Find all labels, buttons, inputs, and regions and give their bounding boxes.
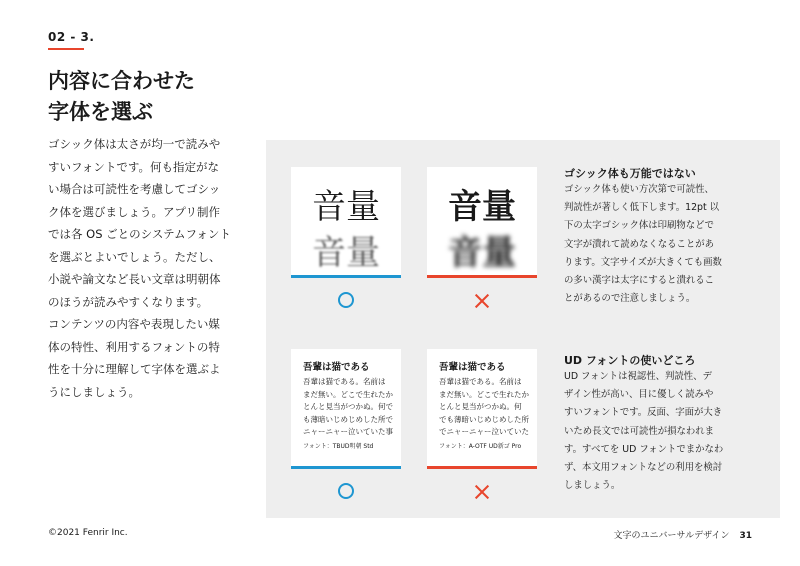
sample-line: とんと見当がつかぬ。何	[439, 402, 522, 411]
gothic-note-text	[564, 181, 774, 308]
note-line: ゴシック体も使い方次第で可読性、	[564, 184, 714, 195]
page-title-line: 字体を選ぶ	[48, 100, 153, 124]
glyph-sharp: 音量	[448, 187, 516, 227]
sample-line: まだ無い。どこで生れたか	[303, 389, 393, 399]
intro-paragraph	[48, 133, 248, 403]
sample-line: ニャーニャー泣いていた事	[303, 427, 393, 436]
glyph-sharp: 音量	[312, 187, 380, 227]
page-number: 31	[739, 531, 752, 541]
footer-meta	[614, 528, 752, 541]
good-circle-icon	[338, 483, 354, 499]
sample-font-label: フォント：TBUD明朝 Std	[303, 443, 374, 450]
card-underline-blue	[291, 275, 401, 278]
note-line: しましょう。	[564, 480, 621, 492]
footer-copyright: ©2021 Fenrir Inc.	[48, 528, 128, 538]
intro-line: い場合は可読性を考慮してゴシッ	[48, 182, 221, 196]
intro-line: コンテンツの内容や表現したい媒	[48, 317, 220, 331]
text-card-ud-gothic	[427, 349, 537, 469]
sample-font-label: フォント：A-OTF UD新ゴ Pro	[439, 443, 522, 450]
note-line: の多い漢字は太字にすると潰れるこ	[564, 275, 715, 287]
intro-line: 性を十分に理解して字体を選ぶよ	[48, 362, 221, 376]
intro-line: うにしましょう。	[48, 384, 140, 399]
note-line: ず、本文用フォントなどの利用を検討	[564, 462, 723, 474]
glyph-card-mincho	[291, 167, 401, 278]
note-line: 判読性が著しく低下します。12pt 以	[564, 202, 720, 214]
note-line: ります。文字サイズが大きくても画数	[564, 256, 722, 268]
note-line: いため長文では可読性が損なわれま	[564, 425, 715, 437]
card-underline-blue	[291, 466, 401, 469]
card-underline-red	[427, 466, 537, 469]
bad-cross-icon	[474, 484, 490, 500]
card-underline-red	[427, 275, 537, 278]
sample-line: 吾輩は猫である。名前は	[439, 377, 522, 386]
intro-line: すいフォントです。何も指定がな	[48, 159, 220, 174]
sample-line: でも薄暗いじめじめした所	[439, 414, 529, 424]
footer-book-title: 文字のユニバーサルデザイン	[613, 531, 730, 541]
glyph-card-gothic	[427, 167, 537, 278]
note-line: ザイン性が高い、目に優しく読みや	[564, 389, 714, 401]
intro-line: 小説や論文など長い文章は明朝体	[48, 272, 221, 286]
sample-line: 吾輩は猫である。名前は	[303, 377, 386, 386]
gothic-note-heading: ゴシック体も万能ではない	[564, 167, 696, 180]
intro-line: ゴシック体は太さが均一で読みや	[48, 137, 221, 151]
intro-line: を選ぶとよいでしょう。ただし、	[48, 249, 221, 264]
glyph-blurred: 音量	[312, 233, 380, 273]
ud-note-heading: UD フォントの使いどころ	[564, 354, 696, 367]
ud-note-text	[564, 368, 774, 495]
intro-line: ク体を選びましょう。アプリ制作	[48, 204, 221, 219]
bad-cross-icon	[474, 293, 490, 309]
page-title-line: 内容に合わせた	[48, 69, 195, 93]
text-card-ud-mincho	[291, 349, 401, 469]
sample-line: でニャーニャー泣いていた	[439, 427, 529, 436]
section-number: 02 - 3.	[48, 30, 95, 44]
sample-body	[303, 376, 393, 439]
note-line: 下の太字ゴシック体は印刷物などで	[564, 220, 714, 232]
page-title	[48, 66, 268, 128]
sample-body	[439, 376, 529, 439]
note-line: UD フォントは視認性、判読性、デ	[564, 371, 712, 382]
glyph-blurred: 音量	[448, 233, 516, 273]
intro-line: のほうが読みやすくなります。	[48, 294, 209, 309]
note-line: とがあるので注意しましょう。	[564, 293, 696, 305]
sample-title: 吾輩は猫である	[439, 362, 506, 373]
sample-line: まだ無い。どこで生れたか	[439, 389, 529, 399]
note-line: すいフォントです。反面、字面が大き	[564, 407, 723, 419]
intro-line: 体の特性、利用するフォントの特	[48, 339, 220, 354]
sample-title: 吾輩は猫である	[303, 362, 370, 373]
good-circle-icon	[338, 292, 354, 308]
note-line: す。すべてを UD フォントでまかなわ	[564, 443, 724, 455]
intro-line: では各 OS ごとのシステムフォント	[48, 227, 231, 241]
note-line: 文字が潰れて読めなくなることがあ	[564, 238, 715, 250]
accent-line	[48, 48, 84, 50]
sample-line: とんと見当がつかぬ。何で	[303, 402, 393, 411]
sample-line: も薄暗いじめじめした所で	[303, 414, 393, 424]
